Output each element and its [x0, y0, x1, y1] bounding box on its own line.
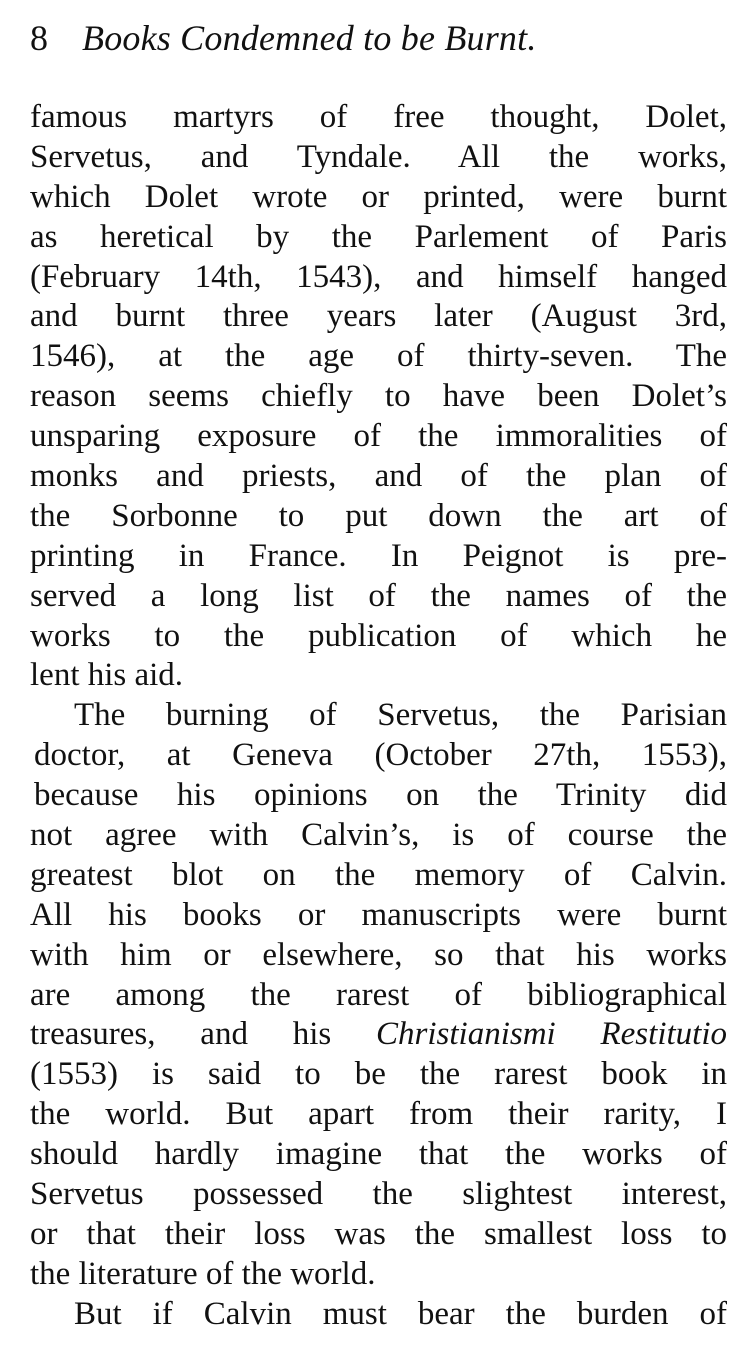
text-line: or that their loss was the smallest loss to: [30, 1215, 727, 1252]
text-line: famous martyrs of free thought, Dolet,: [30, 99, 727, 135]
text-line: doctor, at Geneva (October 27th, 1553),: [34, 737, 727, 774]
text-line: (1553) is said to be the rarest book in: [30, 1056, 727, 1093]
text-fragment: treasures, and his: [30, 1016, 377, 1053]
running-head: [30, 12, 730, 64]
page-number: 8: [30, 18, 48, 58]
text-line: should hardly imagine that the works of: [30, 1136, 727, 1173]
text-line: works to the publication of which he: [30, 617, 727, 654]
text-line: which Dolet wrote or printed, were burnt: [30, 178, 727, 215]
text-line: the literature of the world.: [30, 1255, 376, 1292]
text-line: (February 14th, 1543), and himself hanged: [30, 258, 727, 295]
running-head-title: Books Condemned to be Burnt.: [82, 18, 537, 58]
text-line: unsparing exposure of the immoralities of: [30, 418, 727, 455]
text-line: are among the rarest of bibliographical: [30, 976, 727, 1013]
text-line: 1546), at the age of thirty-seven. The: [30, 338, 727, 375]
text-line: the Sorbonne to put down the art of: [30, 497, 727, 534]
text-line-with-italic-title: [30, 1015, 727, 1055]
text-line: monks and priests, and of the plan of: [30, 458, 727, 495]
text-line: served a long list of the names of the: [30, 577, 727, 614]
text-line: as heretical by the Parlement of Paris: [30, 218, 727, 255]
text-line: not agree with Calvin’s, is of course the: [30, 817, 727, 854]
text-line: and burnt three years later (August 3rd,: [30, 298, 727, 335]
text-line: Servetus possessed the slightest interest,: [30, 1176, 727, 1213]
text-line: reason seems chiefly to have been Dolet’s: [30, 378, 727, 415]
book-title-italic: Christianismi Restitutio: [376, 1016, 727, 1053]
text-line: the world. But apart from their rarity, I: [30, 1096, 727, 1133]
text-line: Servetus, and Tyndale. All the works,: [30, 138, 727, 175]
text-line: with him or elsewhere, so that his works: [30, 936, 727, 973]
text-line: greatest blot on the memory of Calvin.: [30, 856, 727, 893]
text-line: All his books or manuscripts were burnt: [30, 896, 727, 933]
body-text: [30, 98, 727, 1335]
text-line: lent his aid.: [30, 657, 184, 694]
text-line: printing in France. In Peignot is pre-: [30, 537, 727, 574]
text-line: because his opinions on the Trinity did: [34, 777, 727, 814]
paragraph-first-line: The burning of Servetus, the Parisian: [74, 697, 727, 734]
paragraph-first-line: But if Calvin must bear the burden of: [74, 1295, 727, 1332]
